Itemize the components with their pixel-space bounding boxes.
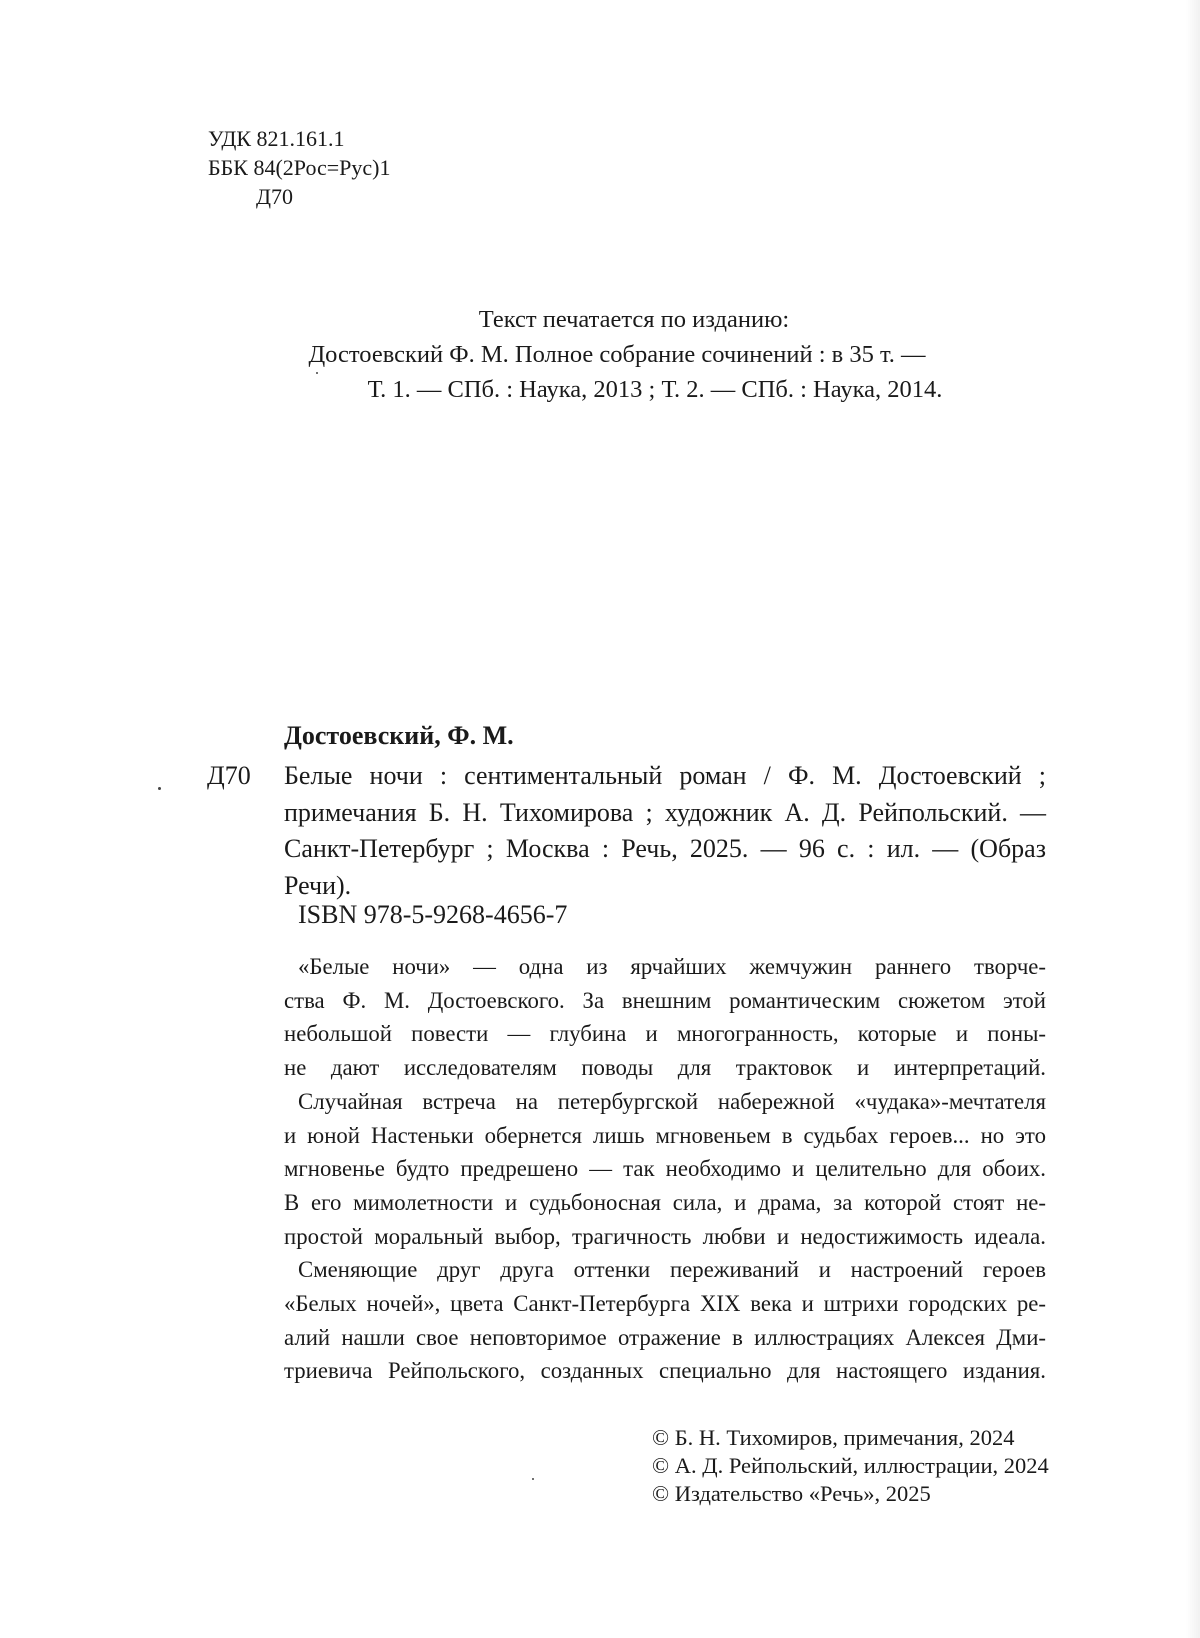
- print-speck: [532, 1478, 534, 1480]
- source-note-line-2: Достоевский Ф. М. Полное собрание сочинений : в 35 т. —: [308, 341, 926, 368]
- annotation-line: не дают исследователям поводы для трактовок и интерпретаций.: [284, 1055, 1046, 1081]
- author-mark-code: Д70: [207, 761, 251, 790]
- copyright-line: © Б. Н. Тихомиров, примечания, 2024: [652, 1425, 1015, 1450]
- copyright-block: [652, 1424, 1049, 1508]
- bibliographic-description: [284, 758, 1046, 904]
- source-note-line-1: Текст печатается по изданию:: [478, 306, 790, 333]
- author-heading: Достоевский, Ф. М.: [284, 721, 514, 750]
- annotation-line: мгновенье будто предрешено — так необходимо и целительно для обоих.: [284, 1156, 1046, 1182]
- annotation-line: небольшой повести — глубина и многогранность, которые и поны-: [284, 1021, 1046, 1047]
- print-speck: [158, 787, 161, 790]
- biblio-line: Белые ночи : сентиментальный роман / Ф. М. Достоевский ;: [284, 761, 1046, 790]
- source-edition-note: [0, 302, 1200, 407]
- annotation-line: алий нашли свое неповторимое отражение в иллюстрациях Алексея Дми-: [284, 1324, 1046, 1350]
- source-note-line-3: Т. 1. — СПб. : Наука, 2013 ; Т. 2. — СПб. : Наука, 2014.: [367, 376, 943, 403]
- annotation-line: В его мимолетности и судьбоносная сила, и драма, за которой стоят не-: [284, 1189, 1046, 1215]
- annotation-line: Случайная встреча на петербургской набережной «чудака»-мечтателя: [298, 1088, 1046, 1114]
- biblio-line: примечания Б. Н. Тихомирова ; художник А. Д. Рейпольский. —: [284, 797, 1046, 827]
- author-mark-top: Д70: [256, 184, 294, 209]
- print-speck: [316, 372, 318, 374]
- udk-code: УДК 821.161.1: [208, 126, 345, 151]
- annotation-line: Сменяющие друг друга оттенки переживаний и настроений героев: [298, 1257, 1046, 1283]
- annotation-line: «Белых ночей», цвета Санкт-Петербурга XIX века и штрихи городских ре-: [284, 1291, 1046, 1317]
- copyright-line: © Издательство «Речь», 2025: [652, 1481, 931, 1506]
- isbn: ISBN 978-5-9268-4656-7: [298, 900, 568, 929]
- annotation: [284, 950, 1046, 1388]
- biblio-line: Санкт-Петербург ; Москва : Речь, 2025. — 96 с. : ил. — (Образ: [284, 834, 1046, 863]
- bbk-code: ББК 84(2Рос=Рус)1: [208, 155, 391, 180]
- annotation-line: ства Ф. М. Достоевского. За внешним романтическим сюжетом этой: [284, 987, 1046, 1013]
- classification-block: [208, 124, 391, 211]
- annotation-line: и юной Настеньки обернется лишь мгновеньем в судьбах героев... но это: [284, 1122, 1046, 1148]
- page-edge-shadow: [1186, 0, 1200, 1638]
- annotation-line: простой моральный выбор, трагичность любви и недостижимость идеала.: [284, 1223, 1046, 1249]
- annotation-line: «Белые ночи» — одна из ярчайших жемчужин раннего творче-: [298, 954, 1046, 979]
- annotation-line: триевича Рейпольского, созданных специально для настоящего издания.: [284, 1358, 1046, 1384]
- biblio-line: Речи).: [284, 870, 352, 900]
- copyright-line: © А. Д. Рейпольский, иллюстрации, 2024: [652, 1453, 1049, 1478]
